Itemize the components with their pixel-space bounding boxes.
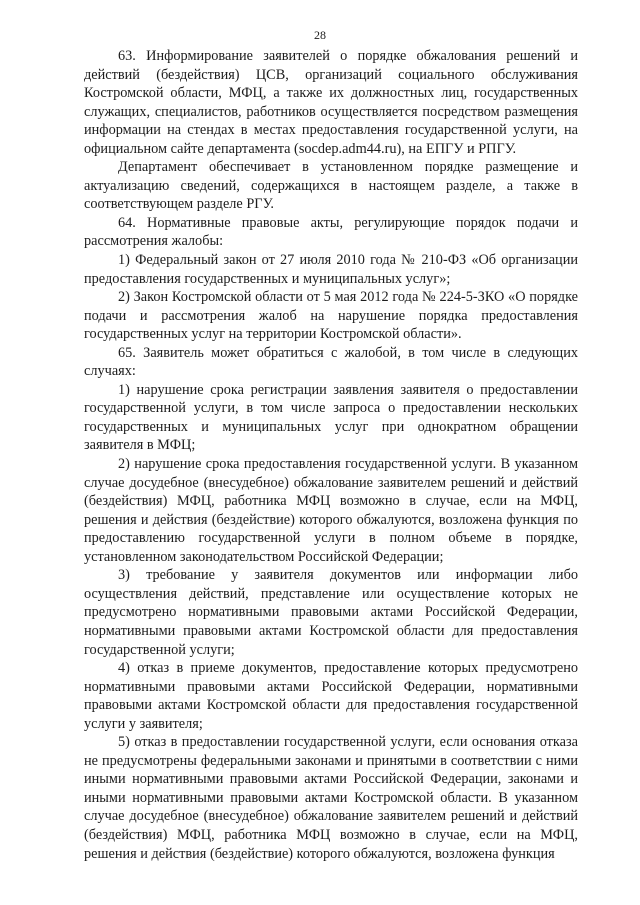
paragraph-64: 64. Нормативные правовые акты, регулирующие порядок подачи и рассмотрения жалобы: (84, 214, 578, 250)
paragraph-65-item-4: 4) отказ в приеме документов, предоставление которых предусмотрено нормативными правовыми актами Российской Федерации, нормативными правовыми актами Костромской области для предоставления государственной услуги у заявителя; (84, 660, 578, 732)
page-number: 28 (314, 28, 326, 42)
paragraph-63: 63. Информирование заявителей о порядке обжалования решений и действий (бездействия) ЦСВ, организаций социального обслуживания Костромской области, МФЦ, а также их должностных лиц, государственных служащих, специалистов, работников осуществляется посредством размещения информации на стендах в местах предоставления государственной услуги, на официальном сайте департамента (socdep.adm44.ru), на ЕПГУ и РПГУ. (84, 48, 578, 157)
document-body (84, 47, 578, 863)
paragraph-64-item-2: 2) Закон Костромской области от 5 мая 2012 года № 224-5-ЗКО «О порядке подачи и рассмотрения жалоб на нарушение порядка предоставления государственных услуг на территории Костромской области». (84, 289, 578, 343)
paragraph-65-item-2: 2) нарушение срока предоставления государственной услуги. В указанном случае досудебное (внесудебное) обжалование заявителем решений и действий (бездействия) МФЦ, работника МФЦ возможно в случае, если на МФЦ, решения и действия (бездействие) которого обжалуются, возложена функция по предоставлению государственной услуги в полном объеме в порядке, установленном законодательством Российской Федерации; (84, 456, 578, 565)
paragraph-65-item-1: 1) нарушение срока регистрации заявления заявителя о предоставлении государственной услуги, в том числе запроса о предоставлении нескольких государственных и муниципальных услуг при однократном обращении заявителя в МФЦ; (84, 381, 578, 454)
paragraph-65-item-3: 3) требование у заявителя документов или информации либо осуществления действий, представление или осуществление которых не предусмотрено нормативными правовыми актами Российской Федерации, нормативными правовыми актами Костромской области для предоставления государственной услуги; (84, 567, 578, 658)
paragraph-65-item-5: 5) отказ в предоставлении государственной услуги, если основания отказа не предусмотрены федеральными законами и принятыми в соответствии с ними иными нормативными правовыми актами Российской Федерации, законами и иными нормативными правовыми актами Костромской области. В указанном случае досудебное (внесудебное) обжалование заявителем решений и действий (бездействия) МФЦ, работника МФЦ возможно в случае, если на МФЦ, решения и действия (бездействие) которого обжалуются, возложена функция (84, 734, 578, 862)
paragraph-64-item-1: 1) Федеральный закон от 27 июля 2010 года № 210-ФЗ «Об организации предоставления государственных и муниципальных услуг»; (84, 252, 578, 287)
paragraph-department-duty: Департамент обеспечивает в установленном порядке размещение и актуализацию сведений, содержащихся в настоящем разделе, а также в соответствующем разделе РГУ. (84, 159, 578, 213)
paragraph-65: 65. Заявитель может обратиться с жалобой, в том числе в следующих случаях: (84, 344, 578, 380)
